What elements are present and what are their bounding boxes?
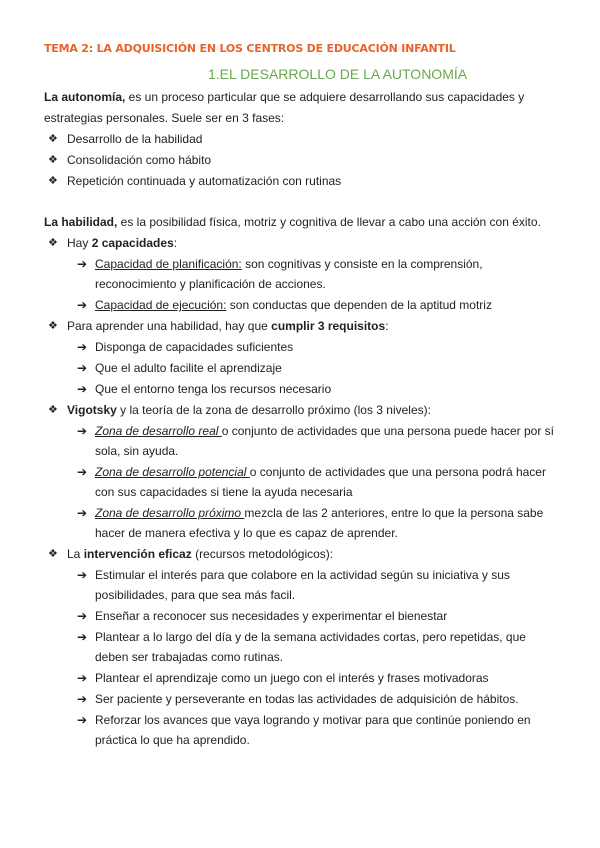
arrow-bullet-icon: ➔ xyxy=(77,671,88,685)
capacidad-item-line-2: reconocimiento y planificación de acciones. xyxy=(95,277,326,291)
requisitos-heading: Para aprender una habilidad, hay que cumplir 3 requisitos: xyxy=(67,319,389,333)
capacidad-item-line-1: Capacidad de ejecución: son conductas que dependen de la aptitud motriz xyxy=(95,298,492,312)
requisito-item: Que el adulto facilite el aprendizaje xyxy=(95,361,282,375)
intervencion-item-line-2: práctica lo que ha aprendido. xyxy=(95,733,250,747)
autonomia-term: La autonomía, xyxy=(44,90,126,104)
requisito-item: Que el entorno tenga los recursos necesario xyxy=(95,382,332,396)
intervencion-item-line-1: Ser paciente y perseverante en todas las actividades de adquisición de hábitos. xyxy=(95,692,519,706)
arrow-bullet-icon: ➔ xyxy=(77,568,88,582)
intervencion-item-line-2: posibilidades, para que sea más facil. xyxy=(95,588,296,602)
requisito-item: Disponga de capacidades suficientes xyxy=(95,340,294,354)
arrow-bullet-icon: ➔ xyxy=(77,361,88,375)
intervencion-item-line-1: Plantear a lo largo del día y de la semana actividades cortas, pero repetidas, que xyxy=(95,630,526,644)
arrow-bullet-icon: ➔ xyxy=(77,609,88,623)
arrow-bullet-icon: ➔ xyxy=(77,506,88,520)
zona-item-line-2: hacer de manera efectiva y lo que es capaz de aprender. xyxy=(95,526,398,540)
arrow-bullet-icon: ➔ xyxy=(77,382,88,396)
habilidad-term: La habilidad, xyxy=(44,215,118,229)
arrow-bullet-icon: ➔ xyxy=(77,340,88,354)
diamond-bullet-icon: ❖ xyxy=(48,548,58,560)
diamond-bullet-icon: ❖ xyxy=(48,320,58,332)
intervencion-item-line-1: Plantear el aprendizaje como un juego con el interés y frases motivadoras xyxy=(95,671,489,685)
zona-item-line-1: Zona de desarrollo potencial o conjunto de actividades que una persona podrá hacer xyxy=(95,465,546,479)
intervencion-item-line-1: Estimular el interés para que colabore en la actividad según su iniciativa y sus xyxy=(95,568,510,582)
intervencion-heading: La intervención eficaz (recursos metodológicos): xyxy=(67,547,334,561)
arrow-bullet-icon: ➔ xyxy=(77,713,88,727)
habilidad-paragraph: La habilidad, es la posibilidad física, motriz y cognitiva de llevar a cabo una acción con éxito. xyxy=(44,215,541,229)
arrow-bullet-icon: ➔ xyxy=(77,424,88,438)
zona-item-line-2: con sus capacidades si tiene la ayuda necesaria xyxy=(95,485,353,499)
diamond-bullet-icon: ❖ xyxy=(48,175,58,187)
arrow-bullet-icon: ➔ xyxy=(77,630,88,644)
zona-item-line-1: Zona de desarrollo real o conjunto de actividades que una persona puede hacer por sí xyxy=(95,424,554,438)
zona-item-line-1: Zona de desarrollo próximo mezcla de las 2 anteriores, entre lo que la persona sabe xyxy=(95,506,544,520)
arrow-bullet-icon: ➔ xyxy=(77,465,88,479)
diamond-bullet-icon: ❖ xyxy=(48,133,58,145)
autonomia-paragraph-line-2: estrategias personales. Suele ser en 3 fases: xyxy=(44,111,285,125)
diamond-bullet-icon: ❖ xyxy=(48,154,58,166)
capacidades-heading: Hay 2 capacidades: xyxy=(67,236,178,250)
document-title: TEMA 2: LA ADQUISICIÓN EN LOS CENTROS DE EDUCACIÓN INFANTIL xyxy=(44,42,456,55)
fase-item: Repetición continuada y automatización con rutinas xyxy=(67,174,342,188)
intervencion-item-line-1: Reforzar los avances que vaya logrando y motivar para que continúe poniendo en xyxy=(95,713,531,727)
arrow-bullet-icon: ➔ xyxy=(77,298,88,312)
section-heading: 1.EL DESARROLLO DE LA AUTONOMÍA xyxy=(208,66,468,82)
vigotsky-heading: Vigotsky y la teoría de la zona de desarrollo próximo (los 3 niveles): xyxy=(67,403,431,417)
intervencion-item-line-1: Enseñar a reconocer sus necesidades y experimentar el bienestar xyxy=(95,609,448,623)
zona-item-line-2: sola, sin ayuda. xyxy=(95,444,179,458)
arrow-bullet-icon: ➔ xyxy=(77,257,88,271)
fase-item: Desarrollo de la habilidad xyxy=(67,132,203,146)
diamond-bullet-icon: ❖ xyxy=(48,237,58,249)
diamond-bullet-icon: ❖ xyxy=(48,404,58,416)
intervencion-item-line-2: deben ser trabajadas como rutinas. xyxy=(95,650,284,664)
autonomia-paragraph-line-1: La autonomía, es un proceso particular que se adquiere desarrollando sus capacidades y xyxy=(44,90,525,104)
capacidad-item-line-1: Capacidad de planificación: son cognitivas y consiste en la comprensión, xyxy=(95,257,483,271)
arrow-bullet-icon: ➔ xyxy=(77,692,88,706)
fase-item: Consolidación como hábito xyxy=(67,153,212,167)
